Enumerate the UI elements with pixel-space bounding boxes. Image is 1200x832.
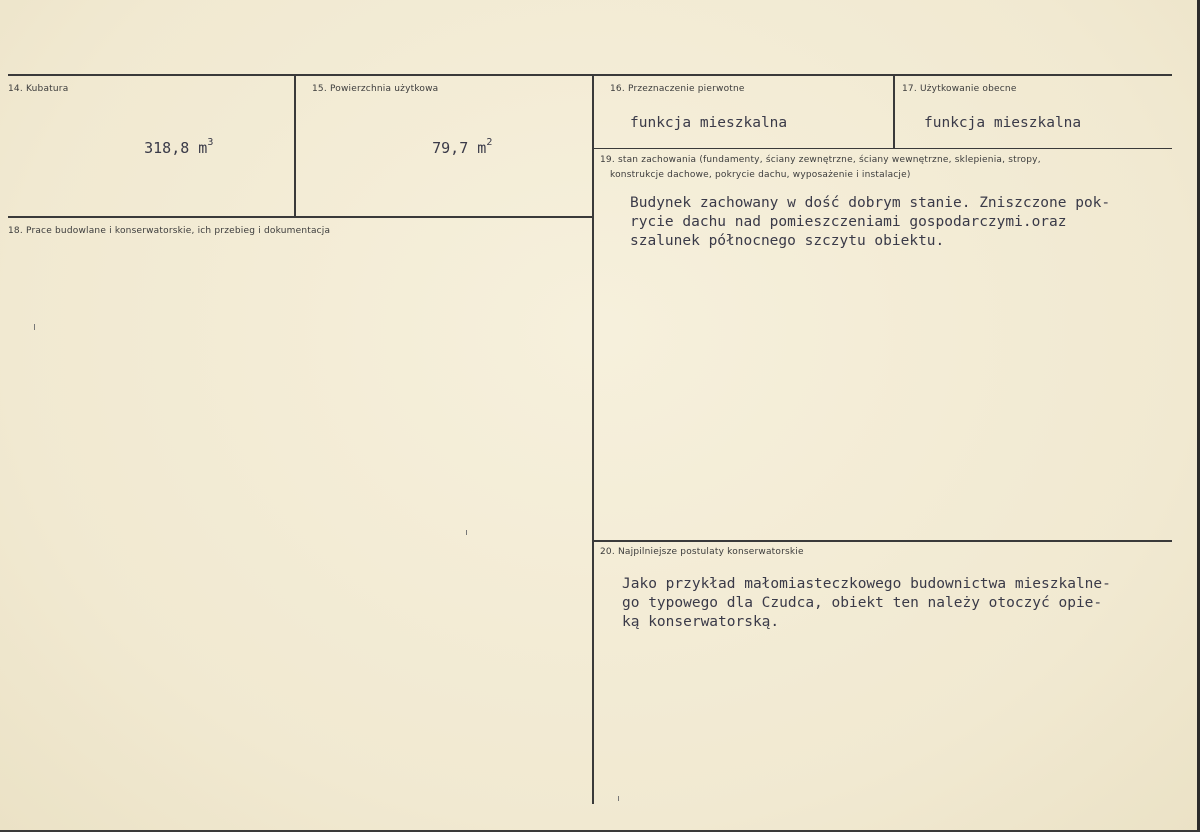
field-15-value [396, 114, 492, 177]
field-15-value-text: 79,7 m [432, 139, 487, 157]
scan-speck [618, 796, 619, 801]
divider-16-17 [893, 76, 895, 148]
field-14-label: 14. Kubatura [8, 84, 69, 94]
divider-14-15 [294, 76, 296, 216]
field-15-unit-exponent: 2 [486, 137, 493, 148]
field-20-text-line1: Jako przykład małomiasteczkowego budownictwa mieszkalne- [622, 576, 1111, 592]
field-17-label: 17. Użytkowanie obecne [902, 84, 1017, 94]
scan-speck [34, 324, 35, 330]
divider-center [592, 76, 594, 804]
field-15-label: 15. Powierzchnia użytkowa [312, 84, 439, 94]
field-20-label: 20. Najpilniejsze postulaty konserwatorskie [600, 547, 804, 557]
field-17-value: funkcja mieszkalna [924, 115, 1082, 131]
field-16-label: 16. Przeznaczenie pierwotne [610, 84, 745, 94]
rule-under-14-15 [8, 216, 594, 218]
rule-above-20 [594, 540, 1172, 542]
scan-speck [466, 530, 467, 535]
rule-under-16-17 [594, 148, 1172, 149]
field-20-text-line3: ką konserwatorską. [622, 614, 780, 630]
field-14-unit-exponent: 3 [207, 137, 214, 148]
field-19-text-line1: Budynek zachowany w dość dobrym stanie. Zniszczone pok- [630, 195, 1111, 211]
field-19-label-line2: konstrukcje dachowe, pokrycie dachu, wyposażenie i instalacje) [610, 170, 911, 180]
field-14-value-text: 318,8 m [144, 139, 208, 157]
field-19-text-line2: rycie dachu nad pomieszczeniami gospodarczymi.oraz [630, 214, 1067, 230]
field-18-label: 18. Prace budowlane i konserwatorskie, ich przebieg i dokumentacja [8, 226, 331, 236]
field-19-text-line3: szalunek północnego szczytu obiektu. [630, 233, 945, 249]
field-14-value [108, 114, 213, 177]
field-16-value: funkcja mieszkalna [630, 115, 788, 131]
top-rule [8, 74, 1172, 76]
field-19-label-line1: 19. stan zachowania (fundamenty, ściany zewnętrzne, ściany wewnętrzne, sklepienia, stropy, [600, 155, 1041, 165]
field-20-text-line2: go typowego dla Czudca, obiekt ten należy otoczyć opie- [622, 595, 1103, 611]
